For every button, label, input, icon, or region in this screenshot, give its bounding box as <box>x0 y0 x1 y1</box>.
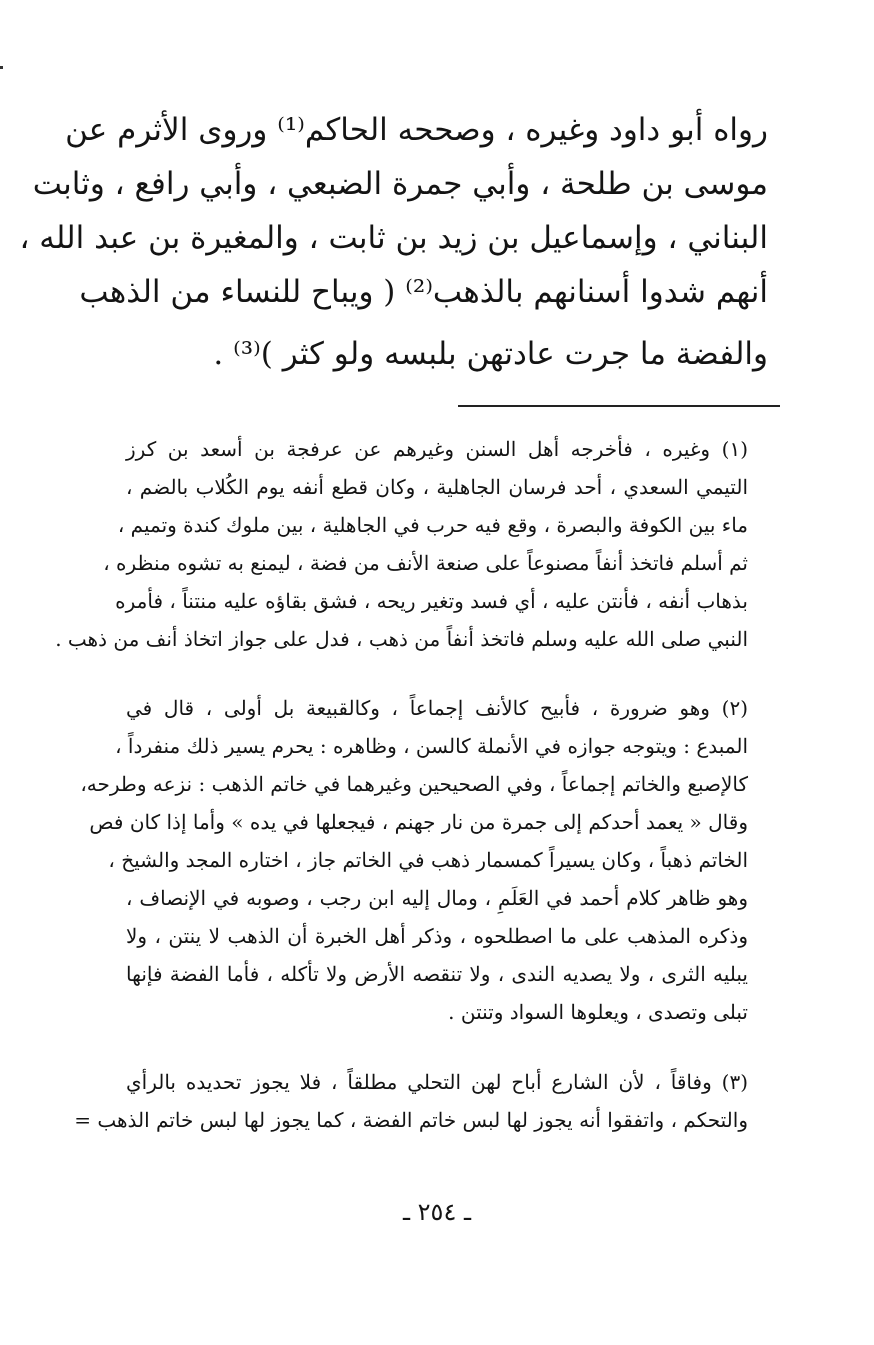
footnote-line: تبلى وتصدى ، ويعلوها السواد وتنتن . <box>448 1000 748 1024</box>
main-text-line: والفضة ما جرت عادتهن بلبسه ولو كثر )⁽³⁾ . <box>213 336 768 372</box>
main-text-line: البناني ، وإسماعيل بن زيد بن ثابت ، والمغيرة بن عبد الله ، <box>19 220 768 256</box>
footnote-line: ماء بين الكوفة والبصرة ، وقع فيه حرب في الجاهلية ، بين ملوك كندة وتميم ، <box>117 513 748 537</box>
footnote-line: الخاتم ذهباً ، وكان يسيراً كمسمار ذهب في الخاتم جاز ، اختاره المجد والشيخ ، <box>108 848 748 872</box>
footnote-line: وذكره المذهب على ما اصطلحوه ، وذكر أهل الخبرة أن الذهب لا ينتن ، ولا <box>126 924 748 948</box>
footnote-line: والتحكم ، واتفقوا أنه يجوز لها لبس خاتم الفضة ، كما يجوز لها لبس خاتم الذهب = <box>74 1108 748 1132</box>
footnote-line: المبدع : ويتوجه جوازه في الأنملة كالسن ، وظاهره : يحرم يسير ذلك منفرداً ، <box>115 734 748 758</box>
footnote-line: (٣) وفاقاً ، لأن الشارع أباح لهن التحلي مطلقاً ، فلا يجوز تحديده بالرأي <box>126 1070 749 1094</box>
footnote-line: يبليه الثرى ، ولا يصديه الندى ، ولا تنقصه الأرض ولا تأكله ، فأما الفضة فإنها <box>126 962 748 986</box>
footnote-line: وقال « يعمد أحدكم إلى جمرة من نار جهنم ، فيجعلها في يده » وأما إذا كان فص <box>89 810 748 834</box>
footnote-line: وهو ظاهر كلام أحمد في العَلَمِ ، ومال إليه ابن رجب ، وصوبه في الإنصاف ، <box>126 886 748 910</box>
footnote-line: ثم أسلم فاتخذ أنفاً مصنوعاً على صنعة الأنف من فضة ، ليمنع به تشوه منظره ، <box>103 551 748 575</box>
footnote-line: النبي صلى الله عليه وسلم فاتخذ أنفاً من ذهب ، فدل على جواز اتخاذ أنف من ذهب . <box>55 627 748 651</box>
footnote-line: كالإصبع والخاتم إجماعاً ، وفي الصحيحين وغيرهما في خاتم الذهب : نزعه وطرحه، <box>80 772 748 796</box>
edge-mark <box>0 66 3 69</box>
footnote-line: (١) وغيره ، فأخرجه أهل السنن وغيرهم عن عرفجة بن أسعد بن كرز <box>126 437 748 461</box>
footnote-line: التيمي السعدي ، أحد فرسان الجاهلية ، وكان قطع أنفه يوم الكُلاب بالضم ، <box>126 475 748 499</box>
footnote-line: بذهاب أنفه ، فأنتن عليه ، أي فسد وتغير ريحه ، فشق بقاؤه عليه منتناً ، فأمره <box>115 589 748 613</box>
page-number: ـ ٢٥٤ ـ <box>402 1198 471 1226</box>
footnote-line: (٢) وهو ضرورة ، فأبيح كالأنف إجماعاً ، وكالقبيعة بل أولى ، قال في <box>126 696 748 720</box>
main-text-line: موسى بن طلحة ، وأبي جمرة الضبعي ، وأبي رافع ، وثابت <box>32 166 768 202</box>
main-text-line: أنهم شدوا أسنانهم بالذهب⁽²⁾ ( ويباح للنساء من الذهب <box>79 274 768 310</box>
footnote-separator <box>458 405 780 407</box>
main-text-line: رواه أبو داود وغيره ، وصححه الحاكم⁽¹⁾ وروى الأثرم عن <box>65 112 768 148</box>
